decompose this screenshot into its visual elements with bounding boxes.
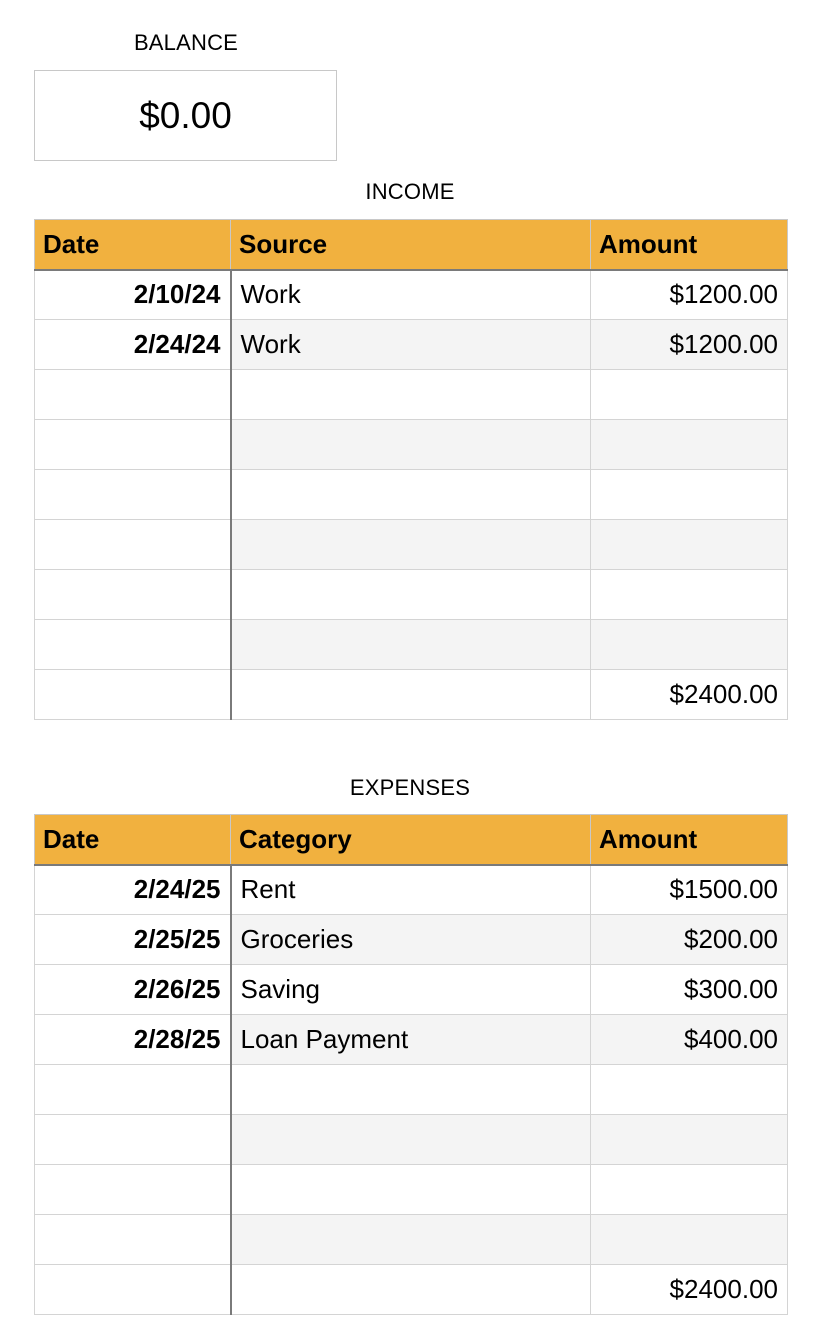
expenses-amount-cell[interactable]: $400.00 (591, 1015, 788, 1065)
expenses-amount-cell[interactable]: $200.00 (591, 915, 788, 965)
expenses-amount-cell[interactable] (591, 1115, 788, 1165)
expenses-category-cell[interactable]: Loan Payment (231, 1015, 591, 1065)
expenses-row (35, 1115, 788, 1165)
income-source-cell[interactable] (231, 370, 591, 420)
income-source-cell[interactable] (231, 520, 591, 570)
income-date-cell[interactable] (35, 570, 231, 620)
income-date-cell[interactable] (35, 370, 231, 420)
expenses-total-amount[interactable]: $2400.00 (591, 1265, 788, 1315)
income-row (35, 370, 788, 420)
income-row (35, 520, 788, 570)
income-total-amount[interactable]: $2400.00 (591, 670, 788, 720)
expenses-amount-cell[interactable] (591, 1065, 788, 1115)
balance-value-cell[interactable]: $0.00 (34, 70, 337, 161)
expenses-date-cell[interactable] (35, 1215, 231, 1265)
income-source-cell[interactable] (231, 570, 591, 620)
expenses-row (35, 1065, 788, 1115)
expenses-date-cell[interactable]: 2/25/25 (35, 915, 231, 965)
expenses-date-cell[interactable] (35, 1165, 231, 1215)
income-amount-cell[interactable]: $1200.00 (591, 270, 788, 320)
expenses-header-date[interactable]: Date (35, 815, 231, 865)
income-total-label-cell[interactable] (231, 670, 591, 720)
expenses-date-cell[interactable]: 2/26/25 (35, 965, 231, 1015)
income-header-amount[interactable]: Amount (591, 220, 788, 270)
expenses-row (35, 1165, 788, 1215)
expenses-date-cell[interactable]: 2/24/25 (35, 865, 231, 915)
income-date-cell[interactable]: 2/24/24 (35, 320, 231, 370)
expenses-category-cell[interactable]: Saving (231, 965, 591, 1015)
income-source-cell[interactable] (231, 420, 591, 470)
income-header-row (35, 220, 788, 270)
income-amount-cell[interactable] (591, 520, 788, 570)
expenses-amount-cell[interactable] (591, 1215, 788, 1265)
income-amount-cell[interactable]: $1200.00 (591, 320, 788, 370)
income-source-cell[interactable]: Work (231, 320, 591, 370)
expenses-amount-cell[interactable] (591, 1165, 788, 1215)
income-amount-cell[interactable] (591, 620, 788, 670)
income-amount-cell[interactable] (591, 470, 788, 520)
income-date-cell[interactable] (35, 420, 231, 470)
income-header-source[interactable]: Source (231, 220, 591, 270)
expenses-row (35, 965, 788, 1015)
expenses-total-date-cell[interactable] (35, 1265, 231, 1315)
income-row (35, 270, 788, 320)
income-row (35, 420, 788, 470)
expenses-row (35, 865, 788, 915)
income-date-cell[interactable] (35, 470, 231, 520)
income-table (34, 219, 788, 720)
income-total-row (35, 670, 788, 720)
expenses-header-category[interactable]: Category (231, 815, 591, 865)
expenses-category-cell[interactable]: Rent (231, 865, 591, 915)
expenses-total-label-cell[interactable] (231, 1265, 591, 1315)
expenses-row (35, 915, 788, 965)
expenses-table (34, 814, 788, 1315)
income-header-date[interactable]: Date (35, 220, 231, 270)
expenses-header-amount[interactable]: Amount (591, 815, 788, 865)
expenses-date-cell[interactable] (35, 1115, 231, 1165)
expenses-row (35, 1215, 788, 1265)
expenses-category-cell[interactable] (231, 1165, 591, 1215)
expenses-category-cell[interactable] (231, 1215, 591, 1265)
income-total-date-cell[interactable] (35, 670, 231, 720)
expenses-row (35, 1015, 788, 1065)
expenses-category-cell[interactable] (231, 1065, 591, 1115)
income-row (35, 620, 788, 670)
expenses-date-cell[interactable]: 2/28/25 (35, 1015, 231, 1065)
expenses-category-cell[interactable]: Groceries (231, 915, 591, 965)
expenses-total-row (35, 1265, 788, 1315)
income-row (35, 470, 788, 520)
income-source-cell[interactable] (231, 470, 591, 520)
income-section-title: INCOME (365, 179, 455, 204)
income-row (35, 320, 788, 370)
expenses-date-cell[interactable] (35, 1065, 231, 1115)
expenses-section-title: EXPENSES (349, 775, 471, 800)
expenses-header-row (35, 815, 788, 865)
income-row (35, 570, 788, 620)
expenses-amount-cell[interactable]: $300.00 (591, 965, 788, 1015)
expenses-category-cell[interactable] (231, 1115, 591, 1165)
income-amount-cell[interactable] (591, 570, 788, 620)
income-source-cell[interactable] (231, 620, 591, 670)
income-amount-cell[interactable] (591, 370, 788, 420)
income-date-cell[interactable]: 2/10/24 (35, 270, 231, 320)
income-date-cell[interactable] (35, 520, 231, 570)
expenses-amount-cell[interactable]: $1500.00 (591, 865, 788, 915)
income-amount-cell[interactable] (591, 420, 788, 470)
income-source-cell[interactable]: Work (231, 270, 591, 320)
balance-label: BALANCE (133, 30, 239, 55)
income-date-cell[interactable] (35, 620, 231, 670)
